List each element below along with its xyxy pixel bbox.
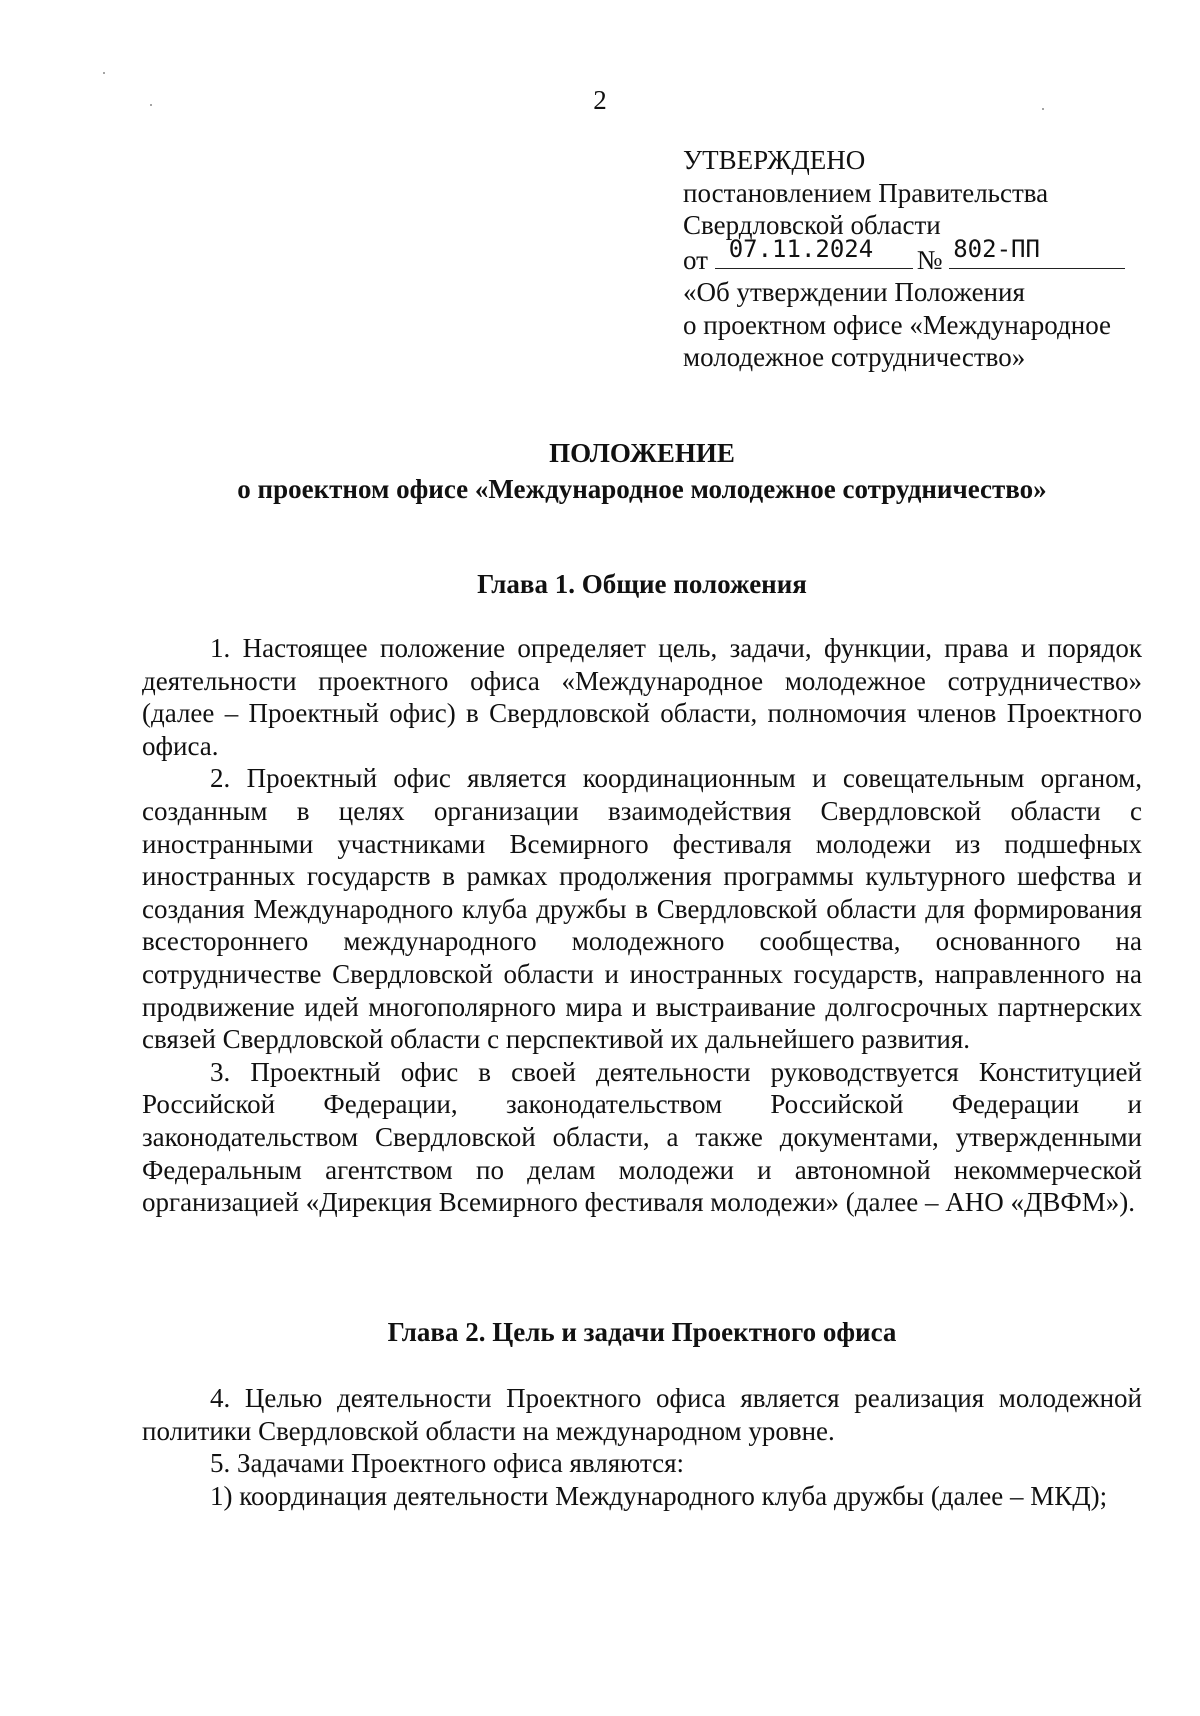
approval-subject-3: молодежное сотрудничество» (683, 342, 1026, 372)
scan-speck (103, 72, 105, 74)
date-prefix: от (683, 244, 708, 275)
approval-title: УТВЕРЖДЕНО (683, 145, 866, 175)
approval-line-2: Свердловской области (683, 210, 941, 240)
paragraph: 4. Целью деятельности Проектного офиса является реализация молодежной политики Свердловской области на международном уровне. (142, 1383, 1142, 1446)
number-sign: № (916, 244, 943, 275)
paragraph: 2. Проектный офис является координационным и совещательным органом, созданным в целях организации взаимодействия Свердловской области с иностранными участниками Всемирного фестиваля молодежи из подшефных иностранных государств в рамках продолжения программы культурного шефства и создания Международного клуба дружбы в Свердловской области для формирования всестороннего международного молодежного сообщества, основанного на сотрудничестве Свердловской области и иностранных государств, направленного на продвижение идей многополярного мира и выстраивание долгосрочных партнерских связей Свердловской области с перспективой их дальнейшего развития. (142, 763, 1142, 1055)
date-field (715, 235, 913, 269)
chapter-1-body (142, 632, 1142, 1219)
document-subtitle: о проектном офисе «Международное молодежное сотрудничество» (237, 474, 1047, 504)
approval-stamp (683, 144, 1153, 374)
paragraph: 5. Задачами Проектного офиса являются: (210, 1448, 685, 1479)
approval-line-1: постановлением Правительства (683, 177, 1049, 208)
chapter-heading: Глава 1. Общие положения (477, 569, 807, 599)
paragraph: 1. Настоящее положение определяет цель, задачи, функции, права и порядок деятельности проектного офиса «Международное молодежное сотрудничество» (далее – Проектный офис) в Свердловской области, полномочия членов Проектного офиса. (142, 633, 1142, 761)
number-field (949, 235, 1125, 269)
approval-subject-1: «Об утверждении Положения (683, 277, 1025, 307)
chapter-2-body (142, 1382, 1142, 1512)
list-item: 1) координация деятельности Международного клуба дружбы (далее – МКД); (210, 1480, 1108, 1511)
number-value: 802-ПП (953, 235, 1040, 263)
date-value: 07.11.2024 (728, 235, 874, 263)
approval-subject-2: о проектном офисе «Международное (683, 309, 1112, 340)
approval-date-line (683, 235, 1153, 277)
document-title: ПОЛОЖЕНИЕ (549, 438, 735, 468)
chapter-heading: Глава 2. Цель и задачи Проектного офиса (387, 1317, 897, 1347)
page-number: 2 (593, 85, 607, 115)
paragraph: 3. Проектный офис в своей деятельности руководствуется Конституцией Российской Федерации, законодательством Российской Федерации и законодательством Свердловской области, а также документами, утвержденными Федеральным агентством по делам молодежи и автономной некоммерческой организацией «Дирекция Всемирного фестиваля молодежи» (далее – АНО «ДВФМ»). (142, 1056, 1142, 1218)
